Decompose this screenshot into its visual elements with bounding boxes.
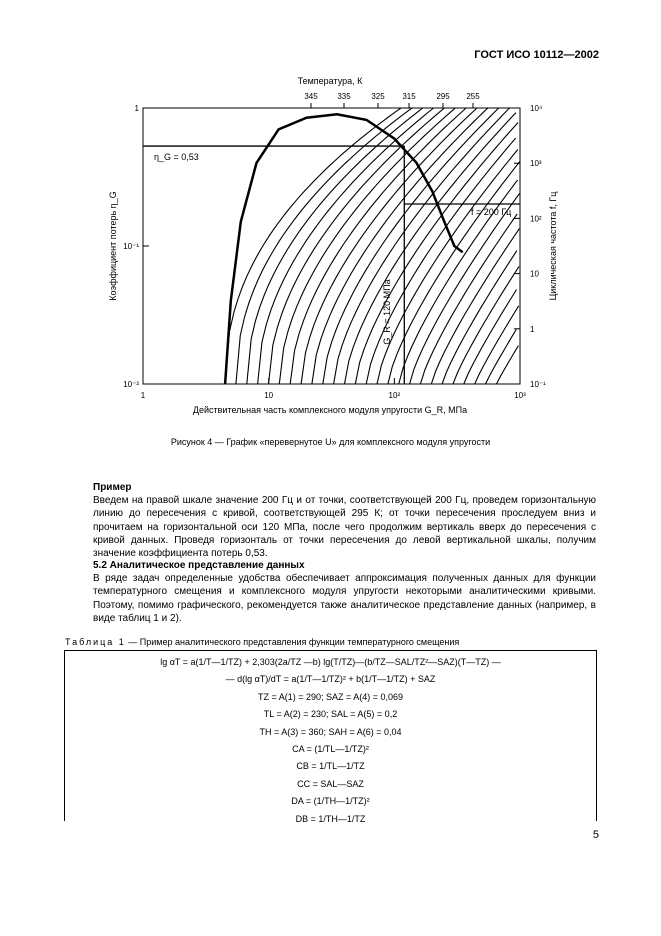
page-number: 5: [592, 829, 599, 841]
formula-row: lg αT = a(1/T—1/TZ) + 2,303(2a/TZ —b) lg(T/TZ)—(b/TZ—SAL/TZ²—SAZ)(T—TZ) —: [160, 657, 501, 667]
top-tick-label: 255: [466, 92, 480, 101]
top-tick-label: 335: [337, 92, 351, 101]
section-heading: 5.2 Аналитическое представление данных: [93, 560, 305, 571]
formula-row: TL = A(2) = 230; SAL = A(5) = 0,2: [263, 709, 398, 720]
right-tick-label: 1: [530, 324, 535, 334]
isotherm-line: [269, 108, 445, 384]
y-tick-label: 1: [134, 104, 139, 113]
x-tick-label: 10²: [388, 391, 401, 400]
isotherm-line: [279, 108, 455, 384]
right-tick-label: 10²: [530, 214, 542, 224]
right-tick-label: 10³: [530, 159, 542, 169]
document-header: ГОСТ ИСО 10112—2002: [474, 49, 599, 61]
isotherm-line: [475, 306, 519, 384]
isotherm-line: [420, 214, 517, 384]
x-tick-label: 10: [264, 391, 274, 400]
y-axis-title-right: Циклическая частота f, Гц: [548, 191, 558, 301]
isotherm-line: [410, 194, 520, 384]
top-tick-label: 325: [371, 92, 385, 101]
formula-row: CB = 1/TL—1/TZ: [296, 761, 365, 772]
y-tick-label: 10⁻²: [123, 380, 139, 389]
annotation-eta: η_G = 0,53: [154, 152, 199, 163]
formula-row: TZ = A(1) = 290; SAZ = A(4) = 0,069: [257, 691, 404, 702]
x-tick-label: 10³: [514, 391, 526, 400]
example-text: Введем на правой шкале значение 200 Гц и от точки, соответствующей 200 Гц, проведем горизонтальную линию до пересечения с кривой, соответствующей 295 К; от точки пересечения проследуем вниз и прочитаем на горизонтальной оси 120 МПа, после чего продолжим вертикаль вверх до пересечения с кривой данных. Проведя горизонталь от точки пересечения до левой вертикальной шкалы, получим значение коэффициента потерь 0,53.: [93, 495, 596, 560]
table-title: [65, 637, 459, 647]
example-heading: Пример: [93, 482, 132, 493]
x-axis-title: Действительная часть комплексного модуля упругости G_R, МПа: [192, 405, 468, 415]
annotation-f: f = 200 Гц: [471, 207, 512, 217]
right-tick-label: 10⁻¹: [530, 380, 546, 389]
isotherm-line: [496, 346, 518, 384]
isotherm-line: [225, 108, 401, 384]
isotherm-line: [388, 162, 520, 384]
y-axis-title-left: Коэффициент потерь η_G: [108, 191, 118, 301]
table-title-prefix: Таблица 1: [65, 637, 126, 647]
top-tick-label: 345: [304, 92, 318, 101]
isotherm-line: [377, 150, 518, 385]
right-tick-label: 10: [530, 269, 539, 279]
y-tick-label: 10⁻¹: [123, 242, 139, 251]
formula-row: DB = 1/TH—1/TZ: [295, 813, 366, 824]
section-5-2: [93, 559, 596, 625]
formula-row: — d(lg αT)/dT = a(1/T—1/TZ)² + b(1/T—1/TZ) + SAZ: [225, 674, 436, 685]
figure-chart: [0, 0, 661, 430]
top-axis-title: Температура, К: [297, 76, 363, 86]
table-title-rest: — Пример аналитического представления функции температурного смещения: [125, 637, 460, 647]
right-tick-label: 10⁴: [530, 104, 543, 113]
formula-row: DA = (1/TH—1/TZ)²: [291, 796, 370, 807]
formula-list: [64, 654, 597, 828]
example-block: [93, 481, 596, 560]
x-tick-label: 1: [140, 391, 146, 400]
formula-row: CC = SAL—SAZ: [297, 778, 364, 789]
top-tick-label: 295: [436, 92, 450, 101]
formula-row: TH = A(3) = 360; SAH = A(6) = 0,04: [259, 726, 402, 737]
section-text: В ряде задач определенные удобства обеспечивает аппроксимация полученных данных для функции температурного смещения и комплексного модуля упругости некоторыми аналитическими кривыми. Поэтому, помимо графического, рекомендуется также аналитическое представление данных (например, в виде таблиц 1 и 2).: [93, 573, 596, 624]
figure-caption: Рисунок 4 — График «перевернутое U» для комплексного модуля упругости: [170, 437, 491, 447]
annotation-gr: G_R = 120 МПа: [382, 279, 392, 345]
isotherm-line: [453, 266, 519, 384]
top-tick-label: 315: [402, 92, 416, 101]
formula-row: CA = (1/TL—1/TZ)²: [292, 744, 369, 755]
